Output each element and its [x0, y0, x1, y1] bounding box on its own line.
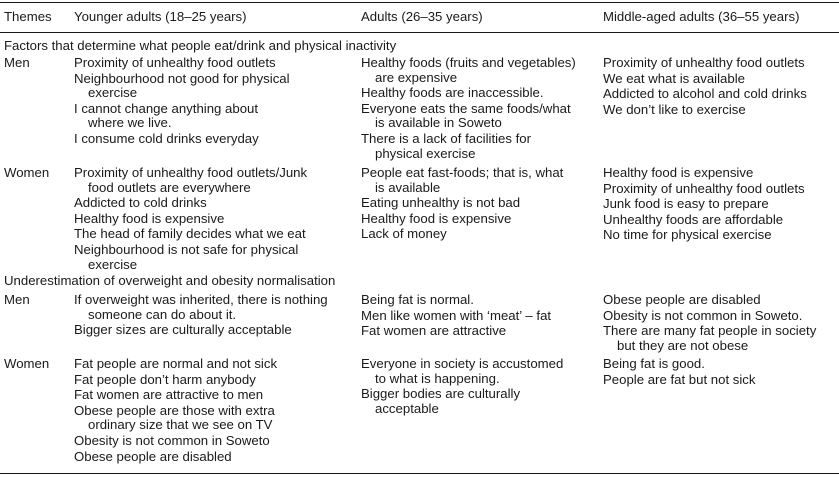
- entry-line: We eat what is available: [603, 70, 745, 86]
- cell-entry: [74, 450, 356, 465]
- entry-line: to what is happening.: [375, 370, 500, 386]
- cell-younger: [74, 357, 356, 465]
- entry-line: Healthy food is expensive: [361, 210, 512, 226]
- cell-middle: [603, 357, 837, 388]
- row-theme: Women: [4, 356, 50, 371]
- entry-line: Addicted to cold drinks: [74, 195, 207, 211]
- cell-entry: [361, 56, 599, 85]
- entry-line: Fat people are normal and not sick: [74, 356, 278, 371]
- cell-entry: [603, 293, 837, 308]
- entry-line: physical exercise: [375, 145, 476, 161]
- entry-line: The head of family decides what we eat: [74, 226, 306, 242]
- entry-line: If overweight was inherited, there is nothing: [74, 292, 328, 307]
- entry-line: People eat fast-foods; that is, what: [361, 165, 564, 180]
- cell-entry: [603, 373, 837, 388]
- cell-entry: [74, 132, 356, 147]
- cell-entry: [361, 324, 599, 339]
- cell-entry: [603, 357, 837, 372]
- entry-line: Everyone eats the same foods/what: [361, 100, 571, 116]
- entry-line: Junk food is easy to prepare: [603, 196, 769, 212]
- entry-line: There are many fat people in society: [603, 323, 817, 339]
- entry-line: Addicted to alcohol and cold drinks: [603, 86, 807, 102]
- header-rule: [0, 32, 839, 33]
- entry-line: Fat women are attractive: [361, 323, 507, 339]
- entry-line: Proximity of unhealthy food outlets: [74, 55, 276, 70]
- entry-line: Healthy foods (fruits and vegetables): [361, 55, 576, 70]
- entry-line: is available in Soweto: [375, 115, 502, 131]
- cell-entry: [361, 387, 599, 416]
- entry-line: Lack of money: [361, 226, 447, 242]
- entry-line: acceptable: [375, 400, 439, 416]
- cell-entry: [361, 166, 599, 195]
- entry-line: someone can do about it.: [88, 306, 237, 322]
- entry-line: No time for physical exercise: [603, 227, 772, 243]
- entry-line: are expensive: [375, 69, 458, 85]
- entry-line: Obesity is not common in Soweto: [74, 432, 270, 448]
- header-themes: Themes: [4, 9, 52, 24]
- cell-entry: [74, 388, 356, 403]
- cell-entry: [361, 212, 599, 227]
- cell-entry: [603, 166, 837, 181]
- cell-entry: [603, 324, 837, 353]
- entry-line: I cannot change anything about: [74, 100, 259, 116]
- bottom-rule: [0, 473, 839, 474]
- entry-line: Obese people are disabled: [603, 292, 761, 307]
- cell-entry: [74, 243, 356, 272]
- cell-entry: [74, 212, 356, 227]
- entry-line: Being fat is normal.: [361, 292, 474, 307]
- cell-entry: [74, 434, 356, 449]
- cell-entry: [603, 87, 837, 102]
- cell-entry: [603, 309, 837, 324]
- cell-entry: [74, 166, 356, 195]
- section-title: Factors that determine what people eat/drink and physical inactivity: [4, 38, 397, 53]
- entry-line: Healthy food is expensive: [603, 165, 754, 180]
- entry-line: exercise: [88, 85, 138, 101]
- cell-entry: [74, 196, 356, 211]
- cell-entry: [603, 182, 837, 197]
- cell-entry: [74, 72, 356, 101]
- cell-adults: [361, 293, 599, 340]
- entry-line: I consume cold drinks everyday: [74, 130, 259, 146]
- cell-entry: [361, 227, 599, 242]
- cell-entry: [361, 293, 599, 308]
- entry-line: Healthy foods are inaccessible.: [361, 85, 544, 101]
- header-adults: Adults (26–35 years): [361, 9, 483, 24]
- row-theme: Men: [4, 55, 30, 70]
- section-title: Underestimation of overweight and obesity normalisation: [4, 273, 336, 288]
- cell-entry: [74, 404, 356, 433]
- cell-entry: [603, 197, 837, 212]
- cell-entry: [603, 103, 837, 118]
- cell-entry: [361, 86, 599, 101]
- entry-line: Fat people don’t harm anybody: [74, 371, 256, 387]
- entry-line: Everyone in society is accustomed: [361, 356, 564, 371]
- entry-line: Fat women are attractive to men: [74, 387, 264, 403]
- cell-adults: [361, 56, 599, 162]
- cell-entry: [603, 213, 837, 228]
- entry-line: food outlets are everywhere: [88, 179, 251, 195]
- cell-adults: [361, 166, 599, 243]
- entry-line: Men like women with ‘meat’ – fat: [361, 307, 552, 323]
- entry-line: Unhealthy foods are affordable: [603, 211, 784, 227]
- cell-entry: [361, 357, 599, 386]
- entry-line: People are fat but not sick: [603, 371, 756, 387]
- entry-line: exercise: [88, 256, 138, 272]
- entry-line: Obese people are disabled: [74, 448, 232, 464]
- row-theme: Men: [4, 292, 30, 307]
- cell-entry: [361, 132, 599, 161]
- cell-entry: [74, 56, 356, 71]
- cell-adults: [361, 357, 599, 417]
- entry-line: Proximity of unhealthy food outlets: [603, 180, 805, 196]
- entry-line: Bigger sizes are culturally acceptable: [74, 322, 292, 338]
- entry-line: Proximity of unhealthy food outlets/Junk: [74, 165, 308, 180]
- entry-line: We don’t like to exercise: [603, 101, 746, 117]
- cell-entry: [361, 102, 599, 131]
- cell-entry: [74, 227, 356, 242]
- cell-entry: [603, 228, 837, 243]
- cell-entry: [74, 293, 356, 322]
- header-middle-aged-adults: Middle-aged adults (36–55 years): [603, 9, 800, 24]
- cell-younger: [74, 293, 356, 339]
- top-rule: [0, 2, 839, 3]
- entry-line: Being fat is good.: [603, 356, 705, 371]
- cell-younger: [74, 56, 356, 148]
- cell-middle: [603, 166, 837, 244]
- cell-entry: [361, 196, 599, 211]
- cell-middle: [603, 56, 837, 118]
- cell-entry: [74, 357, 356, 372]
- cell-younger: [74, 166, 356, 273]
- entry-line: Proximity of unhealthy food outlets: [603, 55, 805, 70]
- entry-line: is available: [375, 179, 441, 195]
- cell-entry: [603, 72, 837, 87]
- entry-line: Bigger bodies are culturally: [361, 386, 521, 402]
- cell-entry: [603, 56, 837, 71]
- cell-entry: [74, 373, 356, 388]
- entry-line: Neighbourhood is not safe for physical: [74, 241, 299, 257]
- entry-line: ordinary size that we see on TV: [88, 417, 273, 433]
- entry-line: There is a lack of facilities for: [361, 130, 532, 146]
- entry-line: Eating unhealthy is not bad: [361, 195, 521, 211]
- cell-entry: [74, 102, 356, 131]
- row-theme: Women: [4, 165, 50, 180]
- entry-line: Obese people are those with extra: [74, 402, 275, 418]
- cell-entry: [74, 323, 356, 338]
- cell-middle: [603, 293, 837, 354]
- header-younger-adults: Younger adults (18–25 years): [74, 9, 247, 24]
- entry-line: Neighbourhood not good for physical: [74, 70, 290, 86]
- entry-line: Obesity is not common in Soweto.: [603, 307, 803, 323]
- entry-line: but they are not obese: [617, 337, 749, 353]
- entry-line: Healthy food is expensive: [74, 210, 225, 226]
- cell-entry: [361, 309, 599, 324]
- entry-line: where we live.: [88, 115, 172, 131]
